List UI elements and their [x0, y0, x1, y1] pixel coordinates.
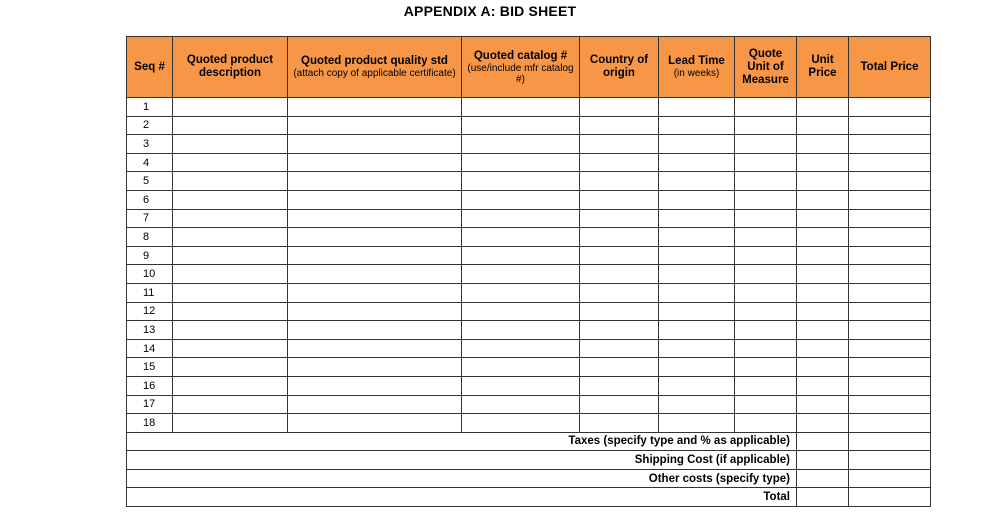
table-cell[interactable]	[288, 209, 462, 228]
table-cell[interactable]	[462, 190, 580, 209]
table-cell[interactable]	[735, 414, 797, 433]
table-cell[interactable]	[659, 358, 735, 377]
header-catalog-number: Quoted catalog # (use/include mfr catalog #)	[462, 37, 580, 98]
table-cell[interactable]	[173, 395, 288, 414]
header-row	[127, 37, 931, 98]
table-cell[interactable]	[797, 172, 849, 191]
table-cell[interactable]	[849, 283, 931, 302]
table-row	[127, 376, 931, 395]
table-cell[interactable]	[288, 98, 462, 117]
summary-cell[interactable]	[797, 488, 849, 507]
table-cell[interactable]	[462, 116, 580, 135]
table-cell[interactable]	[735, 153, 797, 172]
table-cell[interactable]	[797, 116, 849, 135]
table-row	[127, 153, 931, 172]
table-cell[interactable]	[173, 135, 288, 154]
table-row	[127, 414, 931, 433]
table-cell[interactable]	[659, 339, 735, 358]
table-cell[interactable]	[173, 414, 288, 433]
summary-cell[interactable]	[797, 469, 849, 488]
table-row	[127, 283, 931, 302]
table-cell[interactable]	[659, 265, 735, 284]
header-quality-std: Quoted product quality std (attach copy of applicable certificate)	[288, 37, 462, 98]
seq-number: 5	[127, 172, 173, 191]
table-cell[interactable]	[173, 190, 288, 209]
table-cell[interactable]	[580, 98, 659, 117]
table-cell[interactable]	[173, 283, 288, 302]
table-cell[interactable]	[580, 116, 659, 135]
summary-cell[interactable]	[797, 451, 849, 470]
header-total-price: Total Price	[849, 37, 931, 98]
table-row	[127, 339, 931, 358]
table-cell[interactable]	[735, 116, 797, 135]
table-cell[interactable]	[173, 376, 288, 395]
table-cell[interactable]	[173, 246, 288, 265]
summary-label: Total	[127, 488, 797, 507]
table-cell[interactable]	[580, 265, 659, 284]
table-cell[interactable]	[797, 376, 849, 395]
table-cell[interactable]	[288, 283, 462, 302]
table-cell[interactable]	[659, 116, 735, 135]
table-row	[127, 395, 931, 414]
table-cell[interactable]	[849, 339, 931, 358]
table-cell[interactable]	[288, 339, 462, 358]
table-cell[interactable]	[849, 414, 931, 433]
table-row	[127, 135, 931, 154]
table-cell[interactable]	[797, 228, 849, 247]
table-cell[interactable]	[580, 190, 659, 209]
table-row	[127, 246, 931, 265]
table-cell[interactable]	[580, 283, 659, 302]
summary-label: Shipping Cost (if applicable)	[127, 451, 797, 470]
seq-number: 15	[127, 358, 173, 377]
table-cell[interactable]	[288, 265, 462, 284]
table-cell[interactable]	[797, 190, 849, 209]
table-cell[interactable]	[462, 172, 580, 191]
header-lead-time: Lead Time (in weeks)	[659, 37, 735, 98]
table-cell[interactable]	[580, 302, 659, 321]
table-cell[interactable]	[462, 153, 580, 172]
table-row	[127, 321, 931, 340]
table-cell[interactable]	[797, 153, 849, 172]
table-cell[interactable]	[462, 265, 580, 284]
table-cell[interactable]	[173, 265, 288, 284]
table-cell[interactable]	[659, 172, 735, 191]
table-cell[interactable]	[735, 265, 797, 284]
table-cell[interactable]	[849, 98, 931, 117]
table-cell[interactable]	[797, 414, 849, 433]
table-cell[interactable]	[849, 172, 931, 191]
table-cell[interactable]	[659, 246, 735, 265]
table-cell[interactable]	[849, 209, 931, 228]
summary-cell[interactable]	[849, 469, 931, 488]
table-cell[interactable]	[288, 153, 462, 172]
table-cell[interactable]	[462, 395, 580, 414]
table-cell[interactable]	[173, 358, 288, 377]
table-cell[interactable]	[735, 376, 797, 395]
table-cell[interactable]	[735, 98, 797, 117]
table-cell[interactable]	[849, 358, 931, 377]
table-row	[127, 265, 931, 284]
seq-number: 2	[127, 116, 173, 135]
table-cell[interactable]	[580, 414, 659, 433]
table-cell[interactable]	[288, 135, 462, 154]
seq-number: 12	[127, 302, 173, 321]
table-cell[interactable]	[173, 153, 288, 172]
table-cell[interactable]	[797, 283, 849, 302]
table-cell[interactable]	[797, 246, 849, 265]
table-cell[interactable]	[659, 153, 735, 172]
table-cell[interactable]	[580, 358, 659, 377]
table-cell[interactable]	[659, 395, 735, 414]
table-cell[interactable]	[580, 321, 659, 340]
table-cell[interactable]	[462, 302, 580, 321]
table-cell[interactable]	[735, 339, 797, 358]
table-cell[interactable]	[659, 321, 735, 340]
table-cell[interactable]	[659, 135, 735, 154]
summary-row	[127, 469, 931, 488]
header-unit-price: Unit Price	[797, 37, 849, 98]
table-cell[interactable]	[462, 209, 580, 228]
table-cell[interactable]	[797, 339, 849, 358]
table-cell[interactable]	[462, 228, 580, 247]
seq-number: 18	[127, 414, 173, 433]
table-cell[interactable]	[288, 246, 462, 265]
seq-number: 4	[127, 153, 173, 172]
table-row	[127, 172, 931, 191]
table-cell[interactable]	[735, 228, 797, 247]
table-cell[interactable]	[580, 135, 659, 154]
seq-number: 7	[127, 209, 173, 228]
seq-number: 8	[127, 228, 173, 247]
table-cell[interactable]	[735, 209, 797, 228]
table-cell[interactable]	[462, 358, 580, 377]
table-row	[127, 116, 931, 135]
table-cell[interactable]	[462, 376, 580, 395]
header-lead-time-note: (in weeks)	[673, 68, 720, 79]
seq-number: 17	[127, 395, 173, 414]
header-quality-std-note: (attach copy of applicable certificate)	[293, 68, 456, 79]
table-cell[interactable]	[288, 190, 462, 209]
table-cell[interactable]	[849, 116, 931, 135]
table-cell[interactable]	[849, 376, 931, 395]
table-cell[interactable]	[580, 246, 659, 265]
table-cell[interactable]	[288, 414, 462, 433]
seq-number: 14	[127, 339, 173, 358]
table-cell[interactable]	[288, 395, 462, 414]
summary-cell[interactable]	[849, 488, 931, 507]
table-cell[interactable]	[659, 98, 735, 117]
page-title: APPENDIX A: BID SHEET	[403, 3, 577, 19]
table-row	[127, 98, 931, 117]
table-cell[interactable]	[580, 339, 659, 358]
table-row	[127, 358, 931, 377]
table-cell[interactable]	[797, 209, 849, 228]
table-cell[interactable]	[173, 209, 288, 228]
header-country-of-origin: Country of origin	[580, 37, 659, 98]
table-cell[interactable]	[462, 321, 580, 340]
table-row	[127, 190, 931, 209]
table-row	[127, 302, 931, 321]
summary-label: Other costs (specify type)	[127, 469, 797, 488]
table-cell[interactable]	[173, 172, 288, 191]
table-cell[interactable]	[849, 153, 931, 172]
header-seq: Seq #	[127, 37, 173, 98]
table-cell[interactable]	[288, 376, 462, 395]
table-cell[interactable]	[797, 98, 849, 117]
seq-number: 9	[127, 246, 173, 265]
table-cell[interactable]	[580, 228, 659, 247]
table-cell[interactable]	[659, 209, 735, 228]
table-cell[interactable]	[735, 283, 797, 302]
table-cell[interactable]	[580, 153, 659, 172]
summary-cell[interactable]	[797, 432, 849, 451]
header-product-description: Quoted product description	[173, 37, 288, 98]
header-unit-of-measure: Quote Unit of Measure	[735, 37, 797, 98]
seq-number: 11	[127, 283, 173, 302]
table-row	[127, 209, 931, 228]
table-cell[interactable]	[849, 246, 931, 265]
bid-sheet-table	[126, 36, 931, 507]
seq-number: 16	[127, 376, 173, 395]
table-cell[interactable]	[173, 339, 288, 358]
table-cell[interactable]	[849, 135, 931, 154]
table-cell[interactable]	[735, 321, 797, 340]
table-cell[interactable]	[849, 228, 931, 247]
seq-number: 3	[127, 135, 173, 154]
table-row	[127, 228, 931, 247]
table-cell[interactable]	[173, 98, 288, 117]
summary-cell[interactable]	[849, 451, 931, 470]
table-cell[interactable]	[797, 395, 849, 414]
summary-label: Taxes (specify type and % as applicable)	[127, 432, 797, 451]
seq-number: 6	[127, 190, 173, 209]
table-cell[interactable]	[288, 302, 462, 321]
seq-number: 10	[127, 265, 173, 284]
table-cell[interactable]	[735, 302, 797, 321]
table-cell[interactable]	[173, 116, 288, 135]
table-cell[interactable]	[659, 414, 735, 433]
table-cell[interactable]	[797, 321, 849, 340]
header-catalog-note: (use/include mfr catalog #)	[467, 62, 574, 85]
table-cell[interactable]	[580, 395, 659, 414]
seq-number: 13	[127, 321, 173, 340]
table-cell[interactable]	[735, 358, 797, 377]
table-cell[interactable]	[797, 302, 849, 321]
table-cell[interactable]	[659, 283, 735, 302]
table-cell[interactable]	[288, 228, 462, 247]
table-cell[interactable]	[735, 190, 797, 209]
table-cell[interactable]	[735, 246, 797, 265]
table-cell[interactable]	[462, 98, 580, 117]
table-cell[interactable]	[659, 302, 735, 321]
table-cell[interactable]	[659, 228, 735, 247]
table-cell[interactable]	[797, 358, 849, 377]
table-cell[interactable]	[462, 246, 580, 265]
table-cell[interactable]	[462, 283, 580, 302]
table-cell[interactable]	[288, 321, 462, 340]
table-cell[interactable]	[580, 172, 659, 191]
table-cell[interactable]	[462, 339, 580, 358]
table-cell[interactable]	[735, 172, 797, 191]
summary-row	[127, 432, 931, 451]
table-cell[interactable]	[173, 321, 288, 340]
table-cell[interactable]	[462, 414, 580, 433]
seq-number: 1	[127, 98, 173, 117]
table-cell[interactable]	[849, 395, 931, 414]
table-cell[interactable]	[288, 116, 462, 135]
summary-row	[127, 451, 931, 470]
table-cell[interactable]	[797, 265, 849, 284]
table-cell[interactable]	[797, 135, 849, 154]
table-cell[interactable]	[580, 376, 659, 395]
table-cell[interactable]	[173, 302, 288, 321]
table-cell[interactable]	[849, 302, 931, 321]
table-cell[interactable]	[462, 135, 580, 154]
table-cell[interactable]	[735, 135, 797, 154]
table-cell[interactable]	[849, 190, 931, 209]
table-cell[interactable]	[849, 265, 931, 284]
table-cell[interactable]	[659, 190, 735, 209]
summary-row	[127, 488, 931, 507]
table-cell[interactable]	[173, 228, 288, 247]
table-cell[interactable]	[288, 358, 462, 377]
table-cell[interactable]	[580, 209, 659, 228]
table-cell[interactable]	[849, 321, 931, 340]
table-cell[interactable]	[659, 376, 735, 395]
table-cell[interactable]	[288, 172, 462, 191]
table-cell[interactable]	[735, 395, 797, 414]
summary-cell[interactable]	[849, 432, 931, 451]
